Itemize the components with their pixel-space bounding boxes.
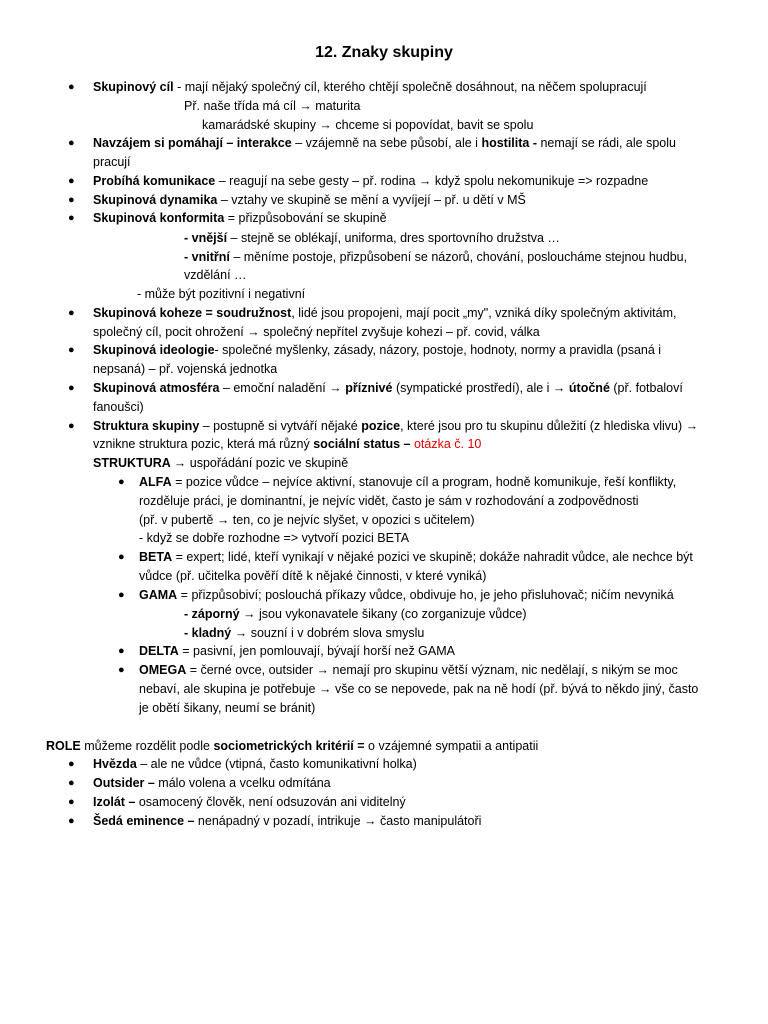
role-omega: OMEGA = černé ovce, outsider → nemají pro skupinu větší význam, nic nedělají, s nikým se moc — [139, 663, 678, 677]
item-interakce: Navzájem si pomáhají – interakce – vzájemně na sebe působí, ale i hostilita - nemají se rádi, ale spolu — [93, 136, 676, 150]
item-continuation: (př. v pubertě → ten, co je nejvíc slyšet, v opozici s učitelem) — [139, 513, 475, 527]
bullet-icon: ● — [68, 212, 75, 224]
page-title: 12. Znaky skupiny — [315, 44, 453, 61]
role-gama: GAMA = přizpůsobiví; poslouchá příkazy vůdce, obdivuje ho, je jeho přisluhovač; ničím nevyniká — [139, 588, 674, 602]
example-line: Př. naše třída má cíl → maturita — [184, 99, 361, 113]
sub-item-zaporny: - záporný → jsou vykonavatele šikany (co zorganizuje vůdce) — [184, 607, 527, 621]
bullet-icon: ● — [68, 777, 75, 789]
item-continuation: vznikne struktura pozic, která má různý sociální status – otázka č. 10 — [93, 437, 482, 451]
item-ideologie: Skupinová ideologie- společné myšlenky, zásady, názory, postoje, hodnoty, normy a pravidla (psaná i — [93, 343, 662, 357]
structure-heading: STRUKTURA → uspořádání pozic ve skupině — [93, 456, 349, 470]
role-item-hvezda: Hvězda – ale ne vůdce (vtipná, často komunikativní holka) — [93, 757, 417, 771]
question-reference: otázka č. 10 — [413, 437, 482, 451]
item-continuation: nebaví, ale skupina je potřebuje → vše co se nepovede, pak na ně hodí (př. bývá to někdo jiný, často — [139, 682, 699, 696]
bullet-icon: ● — [68, 420, 75, 432]
bullet-icon: ● — [68, 815, 75, 827]
item-struktura: Struktura skupiny – postupně si vytváří nějaké pozice, které jsou pro tu skupinu důležití (z hlediska vlivu) → — [93, 419, 699, 433]
bullet-icon: ● — [68, 758, 75, 770]
bullet-icon: ● — [68, 194, 75, 206]
item-continuation: je obětí šikany, neumí se bránit) — [139, 701, 316, 715]
sub-item-continuation: vzdělání … — [184, 268, 247, 282]
sub-item-vnitrni: - vnitřní – měníme postoje, přizpůsobení se názorů, chování, posloucháme stejnou hudbu, — [184, 250, 688, 264]
sub-item-kladny: - kladný → souzní i v dobrém slova smyslu — [184, 626, 425, 640]
item-konformita: Skupinová konformita = přizpůsobování se skupině — [93, 211, 387, 225]
bullet-icon: ● — [118, 645, 125, 657]
bullet-icon: ● — [68, 137, 75, 149]
role-heading: ROLE můžeme rozdělit podle sociometrických kritérií = o vzájemné sympatii a antipatii — [46, 739, 539, 753]
bullet-icon: ● — [68, 307, 75, 319]
bullet-icon: ● — [68, 175, 75, 187]
role-item-izolat: Izolát – osamocený člověk, není odsuzován ani viditelný — [93, 795, 406, 809]
sub-item-vnejsi: - vnější – stejně se oblékají, uniforma, dres sportovního družstva … — [184, 231, 560, 245]
role-item-seda-eminence: Šedá eminence – nenápadný v pozadí, intrikuje → často manipulátoři — [93, 814, 482, 828]
item-skupinovy-cil: Skupinový cíl - mají nějaký společný cíl, kterého chtějí společně dosáhnout, na něčem spolupracují — [93, 80, 647, 94]
bullet-icon: ● — [68, 81, 75, 93]
item-atmosfera: Skupinová atmosféra – emoční naladění → příznivé (sympatické prostředí), ale i → útočné (př. fotbaloví — [93, 381, 683, 395]
bullet-icon: ● — [68, 796, 75, 808]
role-item-outsider: Outsider – málo volena a vcelku odmítána — [93, 776, 331, 790]
bullet-icon: ● — [118, 476, 125, 488]
item-continuation: - když se dobře rozhodne => vytvoří pozici BETA — [139, 531, 410, 545]
bullet-icon: ● — [118, 551, 125, 563]
example-line: kamarádské skupiny → chceme si popovídat, bavit se spolu — [202, 118, 534, 132]
role-alfa: ALFA = pozice vůdce – nejvíce aktivní, stanovuje cíl a program, hodně komunikuje, řeší konflikty, — [139, 475, 677, 489]
item-continuation: společný cíl, pocit ohrožení → společný nepřítel zvyšuje kohezi – př. covid, válka — [93, 325, 540, 339]
bullet-icon: ● — [118, 589, 125, 601]
role-delta: DELTA = pasivní, jen pomlouvají, bývají horší než GAMA — [139, 644, 455, 658]
item-continuation: nepsaná) – př. vojenská jednotka — [93, 362, 278, 376]
role-beta: BETA = expert; lidé, kteří vynikají v nějaké pozici ve skupině; dokáže nahradit vůdce, ale nechce být — [139, 550, 693, 564]
item-continuation: vůdce (př. učitelka pověří dítě k nějaké činnosti, v které vyniká) — [139, 569, 487, 583]
item-continuation: pracují — [93, 155, 131, 169]
item-continuation: fanoušci) — [93, 400, 144, 414]
note-line: - může být pozitivní i negativní — [137, 287, 306, 301]
item-dynamika: Skupinová dynamika – vztahy ve skupině se mění a vyvíjejí – př. u dětí v MŠ — [93, 193, 526, 207]
bullet-icon: ● — [68, 382, 75, 394]
bullet-icon: ● — [68, 344, 75, 356]
item-continuation: rozděluje práci, je dominantní, je nejvíc vidět, často je sám v rozhodování a zodpovědnosti — [139, 494, 639, 508]
item-koheze: Skupinová koheze = soudružnost, lidé jsou propojeni, mají pocit „my", vzniká díky společným aktivitám, — [93, 306, 677, 320]
bullet-icon: ● — [118, 664, 125, 676]
item-komunikace: Probíhá komunikace – reagují na sebe gesty – př. rodina → když spolu nekomunikuje => rozpadne — [93, 174, 649, 188]
